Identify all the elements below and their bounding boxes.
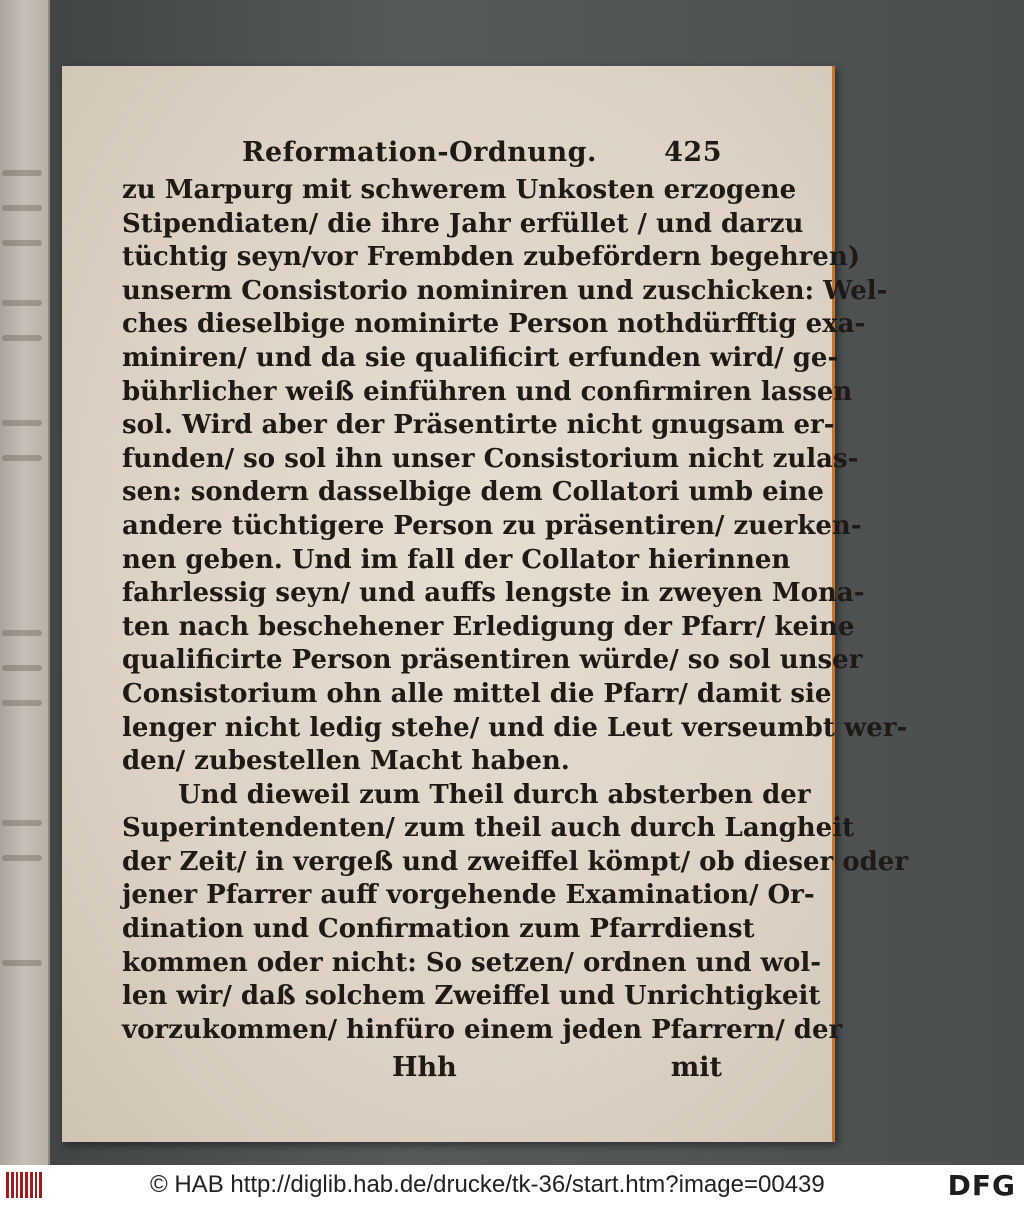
text-line: len wir/ daß solchem Zweiffel und Unrichtigkeit (122, 981, 821, 1012)
text-line: fahrlessig seyn/ und auffs lengste in zweyen Mona- (122, 578, 865, 609)
text-line: funden/ so sol ihn unser Consistorium nicht zulas- (122, 443, 859, 474)
text-line: Und dieweil zum Theil durch absterben der (178, 779, 811, 810)
page-text (122, 136, 909, 1085)
page-number: 425 (664, 137, 722, 168)
hab-barcode-icon (6, 1172, 42, 1198)
text-line: bührlicher weiß einführen und confirmiren lassen (122, 376, 853, 407)
text-line: sol. Wird aber der Präsentirte nicht gnugsam er- (122, 410, 835, 441)
text-line: ten nach beschehener Erledigung der Pfarr/ keine (122, 611, 855, 642)
text-line: sen: sondern dasselbige dem Collatori umb eine (122, 477, 824, 508)
signature-mark: Hhh (392, 1052, 457, 1084)
running-header (122, 136, 722, 174)
text-line: andere tüchtigere Person zu präsentiren/ zuerken- (122, 510, 862, 541)
text-line: Superintendenten/ zum theil auch durch Langheit (122, 813, 855, 844)
text-line: dination und Confirmation zum Pfarrdienst (122, 914, 755, 945)
dfg-logo: DFG (947, 1169, 1016, 1202)
text-line: qualificirte Person präsentiren würde/ so sol unser (122, 645, 863, 676)
text-line: den/ zubestellen Macht haben. (122, 746, 570, 777)
text-line: Stipendiaten/ die ihre Jahr erfüllet / und darzu (122, 208, 804, 239)
body-text (122, 174, 909, 1047)
page-footer (122, 1051, 722, 1085)
previous-page-edge (0, 0, 50, 1165)
text-line: der Zeit/ in vergeß und zweiffel kömpt/ ob dieser oder (122, 846, 909, 877)
text-line: unserm Consistorio nominiren und zuschicken: Wel- (122, 275, 888, 306)
text-line: ches dieselbige nominirte Person nothdürfftig exa- (122, 309, 866, 340)
text-line: jener Pfarrer auff vorgehende Examination/ Or- (122, 880, 815, 911)
text-line: zu Marpurg mit schwerem Unkosten erzogene (122, 175, 797, 205)
text-line: tüchtig seyn/vor Frembden zubefördern begehren) (122, 242, 861, 273)
catchword: mit (670, 1052, 722, 1084)
text-line: nen geben. Und im fall der Collator hierinnen (122, 544, 791, 575)
copyright-caption: © HAB http://diglib.hab.de/drucke/tk-36/start.htm?image=00439 (150, 1171, 825, 1198)
text-line: vorzukommen/ hinfüro einem jeden Pfarrern/ der (122, 1014, 843, 1045)
header-title: Reformation-Ordnung. (242, 137, 597, 168)
text-line: kommen oder nicht: So setzen/ ordnen und wol- (122, 947, 822, 978)
book-page (62, 66, 909, 1142)
text-line: Consistorium ohn alle mittel die Pfarr/ damit sie (122, 678, 832, 709)
text-line: miniren/ und da sie qualificirt erfunden wird/ ge- (122, 342, 839, 373)
text-line: lenger nicht ledig stehe/ und die Leut verseumbt wer- (122, 712, 908, 743)
caption-bar (0, 1165, 1024, 1205)
